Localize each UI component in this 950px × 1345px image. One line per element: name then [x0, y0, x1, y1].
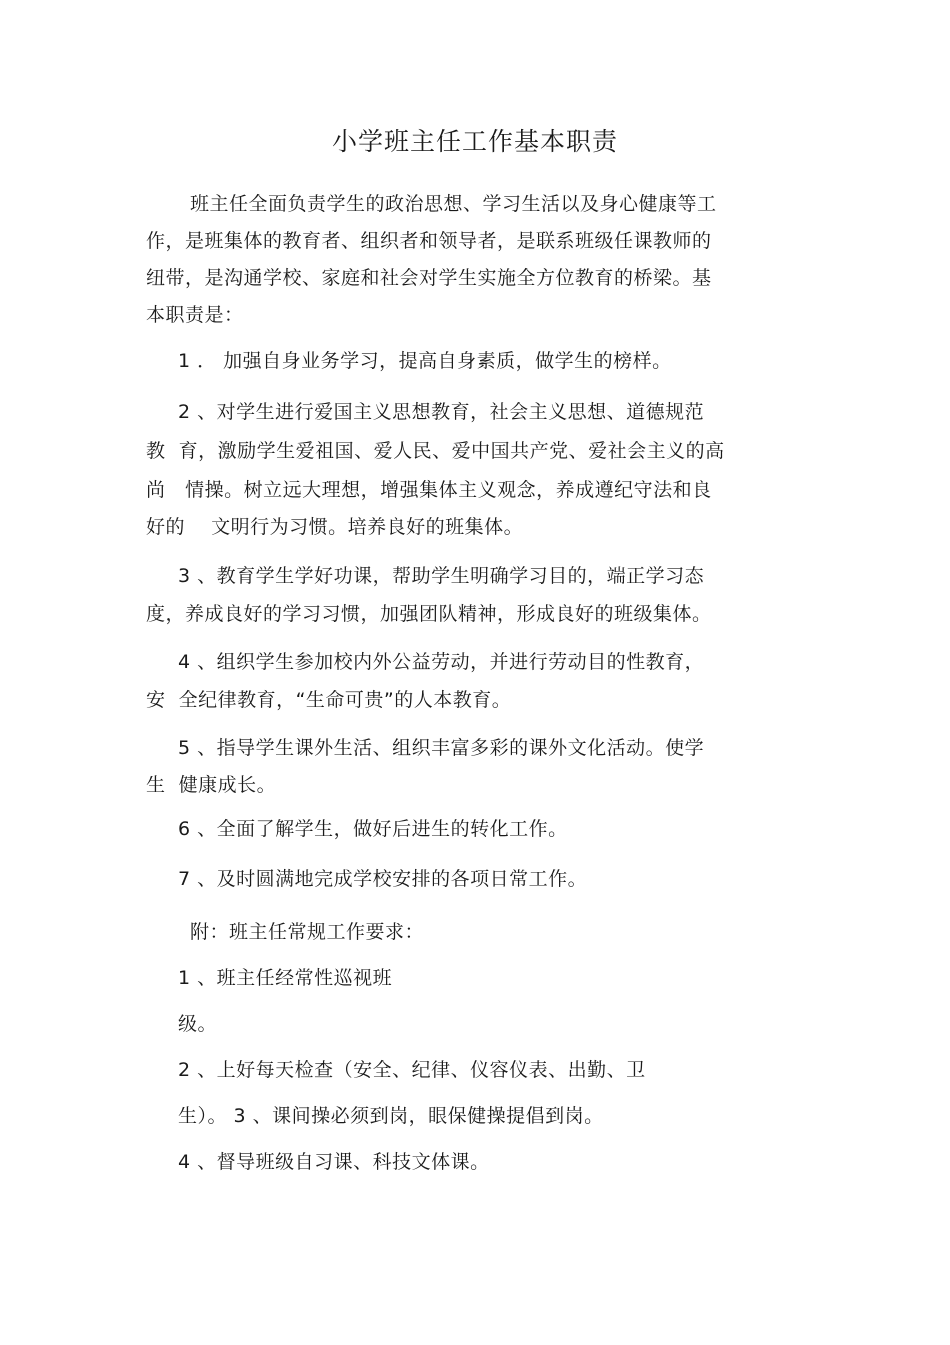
duty-item-2-line: 2 、对学生进行爱国主义思想教育，社会主义思想、道德规范	[178, 401, 705, 423]
appendix-heading: 附：班主任常规工作要求：	[190, 921, 425, 943]
duty-item-7: 7 、及时圆满地完成学校安排的各项日常工作。	[178, 868, 588, 890]
appendix-line: 1 、班主任经常性巡视班	[178, 967, 393, 989]
duty-item-4-line: 4 、组织学生参加校内外公益劳动，并进行劳动目的性教育，	[178, 651, 705, 673]
intro-line: 作，是班集体的教育者、组织者和领导者，是联系班级任课教师的	[146, 230, 712, 252]
document-title: 小学班主任工作基本职责	[331, 127, 618, 156]
duty-item-3-line: 3 、教育学生学好功课，帮助学生明确学习目的，端正学习态	[178, 565, 705, 587]
appendix-line: 级。	[178, 1013, 218, 1035]
duty-item-4-line: 安 全纪律教育，“生命可贵”的人本教育。	[146, 689, 512, 711]
duty-item-5-line: 生 健康成长。	[146, 774, 277, 796]
intro-line: 本职责是：	[146, 304, 244, 326]
duty-item-6: 6 、全面了解学生，做好后进生的转化工作。	[178, 818, 568, 840]
intro-line: 班主任全面负责学生的政治思想、学习生活以及身心健康等工	[190, 193, 717, 215]
duty-item-3-line: 度，养成良好的学习习惯，加强团队精神，形成良好的班级集体。	[146, 603, 712, 625]
duty-item-2-line: 教 育，激励学生爱祖国、爱人民、爱中国共产党、爱社会主义的高	[146, 440, 725, 462]
duty-item-2-line: 好的 文明行为习惯。培养良好的班集体。	[146, 516, 524, 538]
duty-item-2-line: 尚 情操。树立远大理想，增强集体主义观念，养成遵纪守法和良	[146, 479, 712, 501]
appendix-line: 4 、督导班级自习课、科技文体课。	[178, 1151, 490, 1173]
appendix-line: 生）。 3 、课间操必须到岗，眼保健操提倡到岗。	[178, 1105, 604, 1127]
duty-item-5-line: 5 、指导学生课外生活、组织丰富多彩的课外文化活动。使学	[178, 737, 705, 759]
intro-line: 纽带，是沟通学校、家庭和社会对学生实施全方位教育的桥梁。基	[146, 267, 712, 289]
appendix-line: 2 、上好每天检查（安全、纪律、仪容仪表、出勤、卫	[178, 1059, 646, 1081]
duty-item-1: 1 ． 加强自身业务学习，提高自身素质，做学生的榜样。	[178, 350, 672, 372]
